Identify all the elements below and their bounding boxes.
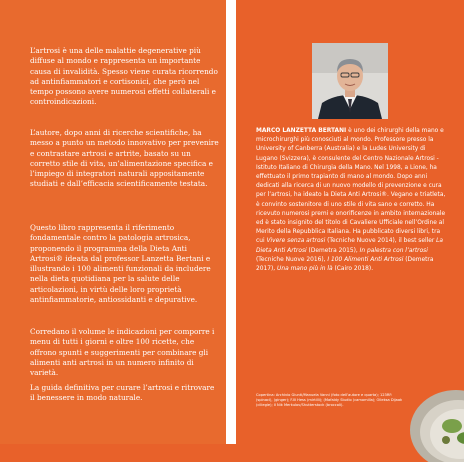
blurb-paragraph-method: L’autore, dopo anni di ricerche scientifiche, ha messo a punto un metodo innovativo per prevenire e contrastare artrosi e artrite, basato su un corretto stile di vita, un’alimentazione specifica e l’impiego di integratori naturali appositamente studiati e dall’efficacia scientificamente testata. bbox=[30, 128, 219, 189]
author-portrait-icon bbox=[312, 43, 388, 119]
blurb-paragraph-recipes: Corredano il volume le indicazioni per comporre i menu di tutti i giorni e oltre 100 ricette, che offrono spunti e suggerimenti per combinare gli alimenti anti artrosi in un numero infinito di varietà. bbox=[30, 327, 215, 378]
book-title-5: Una mano più in là bbox=[277, 266, 333, 273]
bio-text-4: (Tecniche Nuove 2016), bbox=[256, 256, 328, 263]
blurb-paragraph-book: Questo libro rappresenta il riferimento fondamentale contro la patologia artrosica, proponendo il programma della Dieta Anti Artrosi® ideata dal professor Lanzetta Bertani e illustrando i 100 alimenti funzionali da includere nella dieta quotidiana per la salute delle articolazioni, in virtù delle loro proprietà antinfiammatorie, antiossidanti e depurative. bbox=[30, 223, 211, 305]
bio-text-6: (Cairo 2018). bbox=[332, 266, 374, 273]
author-bio bbox=[256, 127, 446, 274]
spine-gutter bbox=[226, 0, 236, 444]
book-title-1: Vivere senza artrosi bbox=[266, 238, 326, 245]
author-flap-panel bbox=[236, 0, 464, 444]
book-title-3: In palestra con l’artrosi bbox=[359, 247, 428, 254]
bio-text-2: (Tecniche Nuove 2014), il best seller bbox=[325, 238, 437, 245]
back-cover-panel bbox=[0, 0, 226, 444]
bio-text-5: (Demetra 2017), bbox=[256, 256, 434, 273]
food-plate-image bbox=[406, 382, 464, 462]
author-name: MARCO LANZETTA BERTANI bbox=[256, 128, 347, 134]
author-photo bbox=[312, 43, 388, 119]
blurb-paragraph-tagline: La guida definitiva per curare l’artrosi e ritrovare il benessere in modo naturale. bbox=[30, 383, 215, 403]
bio-text-3: (Demetra 2015), bbox=[306, 247, 360, 254]
bio-text-1: è uno dei chirurghi della mano e microchirurghi più conosciuti al mondo. Professore presso la University of Canberra (Australia) e la Ludes University di Lugano (Svizzera), è consulente del Centro Nazionale Artrosi - Istituto Italiano di Chirurgia della Mano. Nel 1998, a Lione, ha effettuato il primo trapianto di mano al mondo. Dopo anni dedicati alla ricerca di un nuovo modello di prevenzione e cura per l’artrosi, ha ideato la Dieta Anti Artrosi®. Vegano e triatleta, è convinto sostenitore di uno stile di vita sano e corretto. Ha ricevuto numerosi premi e onorificenze in ambito internazionale ed è stato insignito del titolo di Cavaliere Ufficiale nell’Ordine al Merito della Repubblica Italiana. Ha pubblicato diversi libri, tra cui bbox=[256, 128, 446, 245]
book-title-4: I 100 Alimenti Anti Artrosi bbox=[327, 256, 404, 263]
photo-credits: Copertina: Archivio Giunti/Manuela Vanni (foto dell’autore e quarta); 123RF: (spinaci), (ginger); F.lli Hess (mirtilli); (Mafaldy Studio (camomilla); Olleksa Dijaak (ciliegie); Il Nik Merkulov/Shutterstock (broccoli). bbox=[256, 393, 403, 408]
book-title-2: La Dieta Anti Artrosi bbox=[256, 238, 444, 254]
blurb-paragraph-intro: L’artrosi è una delle malattie degenerative più diffuse al mondo e rappresenta un importante causa di invalidità. Spesso viene curata ricorrendo ad antinfiammatori e cortisonici, che però nel tempo possono avere numerosi effetti collaterali e controindicazioni. bbox=[30, 46, 218, 107]
